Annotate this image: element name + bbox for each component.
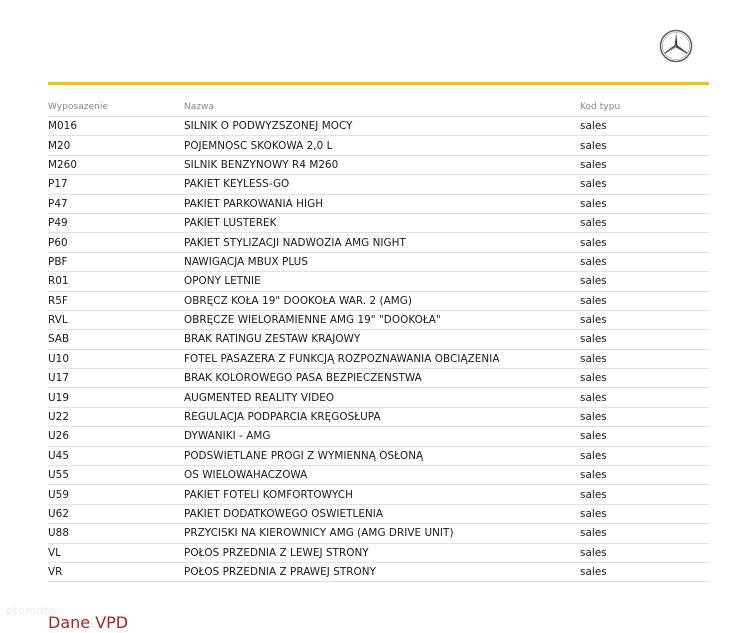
table-row bbox=[48, 272, 709, 291]
equipment-code-cell: M20 bbox=[48, 139, 71, 152]
table-row bbox=[48, 175, 709, 194]
equipment-name-cell: PRZYCISKI NA KIEROWNICY AMG (AMG DRIVE UNIT) bbox=[184, 527, 454, 540]
equipment-code-cell: R5F bbox=[48, 294, 68, 307]
table-row bbox=[48, 156, 709, 175]
type-code-cell: sales bbox=[580, 372, 607, 385]
table-row bbox=[48, 253, 709, 272]
type-code-cell: sales bbox=[580, 255, 607, 268]
equipment-name-cell: OBRĘCZ KOŁA 19" DOOKOŁA WAR. 2 (AMG) bbox=[184, 294, 412, 307]
equipment-name-cell: PAKIET STYLIZACJI NADWOZIA AMG NIGHT bbox=[184, 236, 406, 249]
type-code-cell: sales bbox=[580, 158, 607, 171]
equipment-code-cell: M260 bbox=[48, 158, 77, 171]
equipment-code-cell: VR bbox=[48, 566, 63, 579]
equipment-code-cell: M016 bbox=[48, 120, 77, 133]
equipment-name-cell: PAKIET DODATKOWEGO OŚWIETLENIA bbox=[184, 508, 384, 520]
header-equipment: Wyposazenie bbox=[48, 102, 109, 112]
type-code-cell: sales bbox=[580, 488, 607, 501]
table-row bbox=[48, 505, 709, 524]
equipment-name-cell: PAKIET LUSTEREK bbox=[184, 217, 277, 230]
equipment-code-cell: P49 bbox=[48, 217, 68, 230]
accent-divider bbox=[48, 82, 709, 85]
table-row bbox=[48, 350, 709, 369]
table-row bbox=[48, 311, 709, 330]
type-code-cell: sales bbox=[580, 217, 607, 230]
type-code-cell: sales bbox=[580, 120, 607, 133]
equipment-name-cell: BRAK KOLOROWEGO PASA BEZPIECZEŃSTWA bbox=[184, 372, 422, 385]
equipment-name-cell: OŚ WIELOWAHACZOWA bbox=[184, 469, 308, 482]
type-code-cell: sales bbox=[580, 314, 607, 327]
table-row bbox=[48, 485, 709, 504]
table-row bbox=[48, 563, 709, 582]
type-code-cell: sales bbox=[580, 449, 607, 462]
type-code-cell: sales bbox=[580, 546, 607, 559]
table-row bbox=[48, 195, 709, 214]
equipment-name-cell: POJEMNOŚĆ SKOKOWA 2,0 L bbox=[184, 139, 333, 152]
table-row bbox=[48, 117, 709, 136]
type-code-cell: sales bbox=[580, 411, 607, 424]
equipment-name-cell: PÓŁOŚ PRZEDNIA Z PRAWEJ STRONY bbox=[184, 566, 376, 579]
equipment-name-cell: OPONY LETNIE bbox=[184, 275, 261, 288]
table-row bbox=[48, 330, 709, 349]
equipment-code-cell: U88 bbox=[48, 527, 69, 540]
type-code-cell: sales bbox=[580, 469, 607, 482]
mercedes-star-icon bbox=[659, 29, 693, 63]
header-name: Nazwa bbox=[184, 102, 215, 112]
watermark-text: otomoto bbox=[6, 604, 56, 617]
equipment-code-cell: U55 bbox=[48, 469, 69, 482]
equipment-name-cell: AUGMENTED REALITY VIDEO bbox=[184, 391, 335, 404]
equipment-code-cell: U17 bbox=[48, 372, 69, 385]
table-row bbox=[48, 524, 709, 543]
table-row bbox=[48, 447, 709, 466]
equipment-name-cell: PÓŁOŚ PRZEDNIA Z LEWEJ STRONY bbox=[184, 546, 369, 559]
table-body bbox=[48, 117, 709, 582]
equipment-code-cell: U22 bbox=[48, 411, 69, 424]
equipment-name-cell: DYWANIKI - AMG bbox=[184, 430, 271, 443]
type-code-cell: sales bbox=[580, 391, 607, 404]
table-row bbox=[48, 466, 709, 485]
table-row bbox=[48, 136, 709, 155]
equipment-code-cell: U62 bbox=[48, 508, 69, 520]
type-code-cell: sales bbox=[580, 197, 607, 210]
type-code-cell: sales bbox=[580, 333, 607, 346]
type-code-cell: sales bbox=[580, 139, 607, 152]
equipment-code-cell: P47 bbox=[48, 197, 68, 210]
equipment-code-cell: VL bbox=[48, 546, 61, 559]
equipment-code-cell: U59 bbox=[48, 488, 69, 501]
equipment-code-cell: U45 bbox=[48, 449, 69, 462]
table-row bbox=[48, 544, 709, 563]
equipment-code-cell: RVL bbox=[48, 314, 68, 327]
type-code-cell: sales bbox=[580, 430, 607, 443]
header-type-code: Kod typu bbox=[580, 102, 621, 112]
type-code-cell: sales bbox=[580, 352, 607, 365]
table-row bbox=[48, 214, 709, 233]
equipment-name-cell: NAWIGACJA MBUX PLUS bbox=[184, 255, 308, 268]
equipment-name-cell: PODŚWIETLANE PROGI Z WYMIENNĄ OSŁONĄ bbox=[184, 449, 424, 462]
equipment-code-cell: P60 bbox=[48, 236, 68, 249]
equipment-name-cell: FOTEL PASAŻERA Z FUNKCJĄ ROZPOZNAWANIA OBCIĄŻENIA bbox=[184, 352, 500, 365]
table-row bbox=[48, 292, 709, 311]
type-code-cell: sales bbox=[580, 236, 607, 249]
equipment-code-cell: U26 bbox=[48, 430, 69, 443]
equipment-code-cell: R01 bbox=[48, 275, 69, 288]
equipment-code-cell: P17 bbox=[48, 178, 68, 191]
type-code-cell: sales bbox=[580, 508, 607, 520]
equipment-name-cell: OBRĘCZE WIELORAMIENNE AMG 19" "DOOKOŁA" bbox=[184, 314, 441, 327]
equipment-code-cell: U10 bbox=[48, 352, 69, 365]
equipment-name-cell: REGULACJA PODPARCIA KRĘGOSŁUPA bbox=[184, 411, 381, 424]
type-code-cell: sales bbox=[580, 275, 607, 288]
equipment-name-cell: PAKIET FOTELI KOMFORTOWYCH bbox=[184, 488, 353, 501]
table-row bbox=[48, 408, 709, 427]
equipment-name-cell: SILNIK O PODWYŻSZONEJ MOCY bbox=[184, 120, 353, 133]
table-row bbox=[48, 233, 709, 252]
equipment-name-cell: PAKIET KEYLESS-GO bbox=[184, 178, 290, 191]
type-code-cell: sales bbox=[580, 527, 607, 540]
table-header-row bbox=[48, 98, 709, 117]
equipment-code-cell: U19 bbox=[48, 391, 69, 404]
equipment-name-cell: PAKIET PARKOWANIA HIGH bbox=[184, 197, 324, 210]
equipment-name-cell: BRAK RATINGU ZESTAW KRAJOWY bbox=[184, 333, 361, 346]
table-row bbox=[48, 369, 709, 388]
type-code-cell: sales bbox=[580, 566, 607, 579]
equipment-table bbox=[48, 98, 709, 582]
type-code-cell: sales bbox=[580, 294, 607, 307]
table-row bbox=[48, 427, 709, 446]
type-code-cell: sales bbox=[580, 178, 607, 191]
footer-title: Dane VPD bbox=[48, 613, 129, 632]
equipment-code-cell: SAB bbox=[48, 333, 70, 346]
equipment-code-cell: PBF bbox=[48, 255, 68, 268]
equipment-name-cell: SILNIK BENZYNOWY R4 M260 bbox=[184, 158, 339, 171]
table-row bbox=[48, 388, 709, 407]
